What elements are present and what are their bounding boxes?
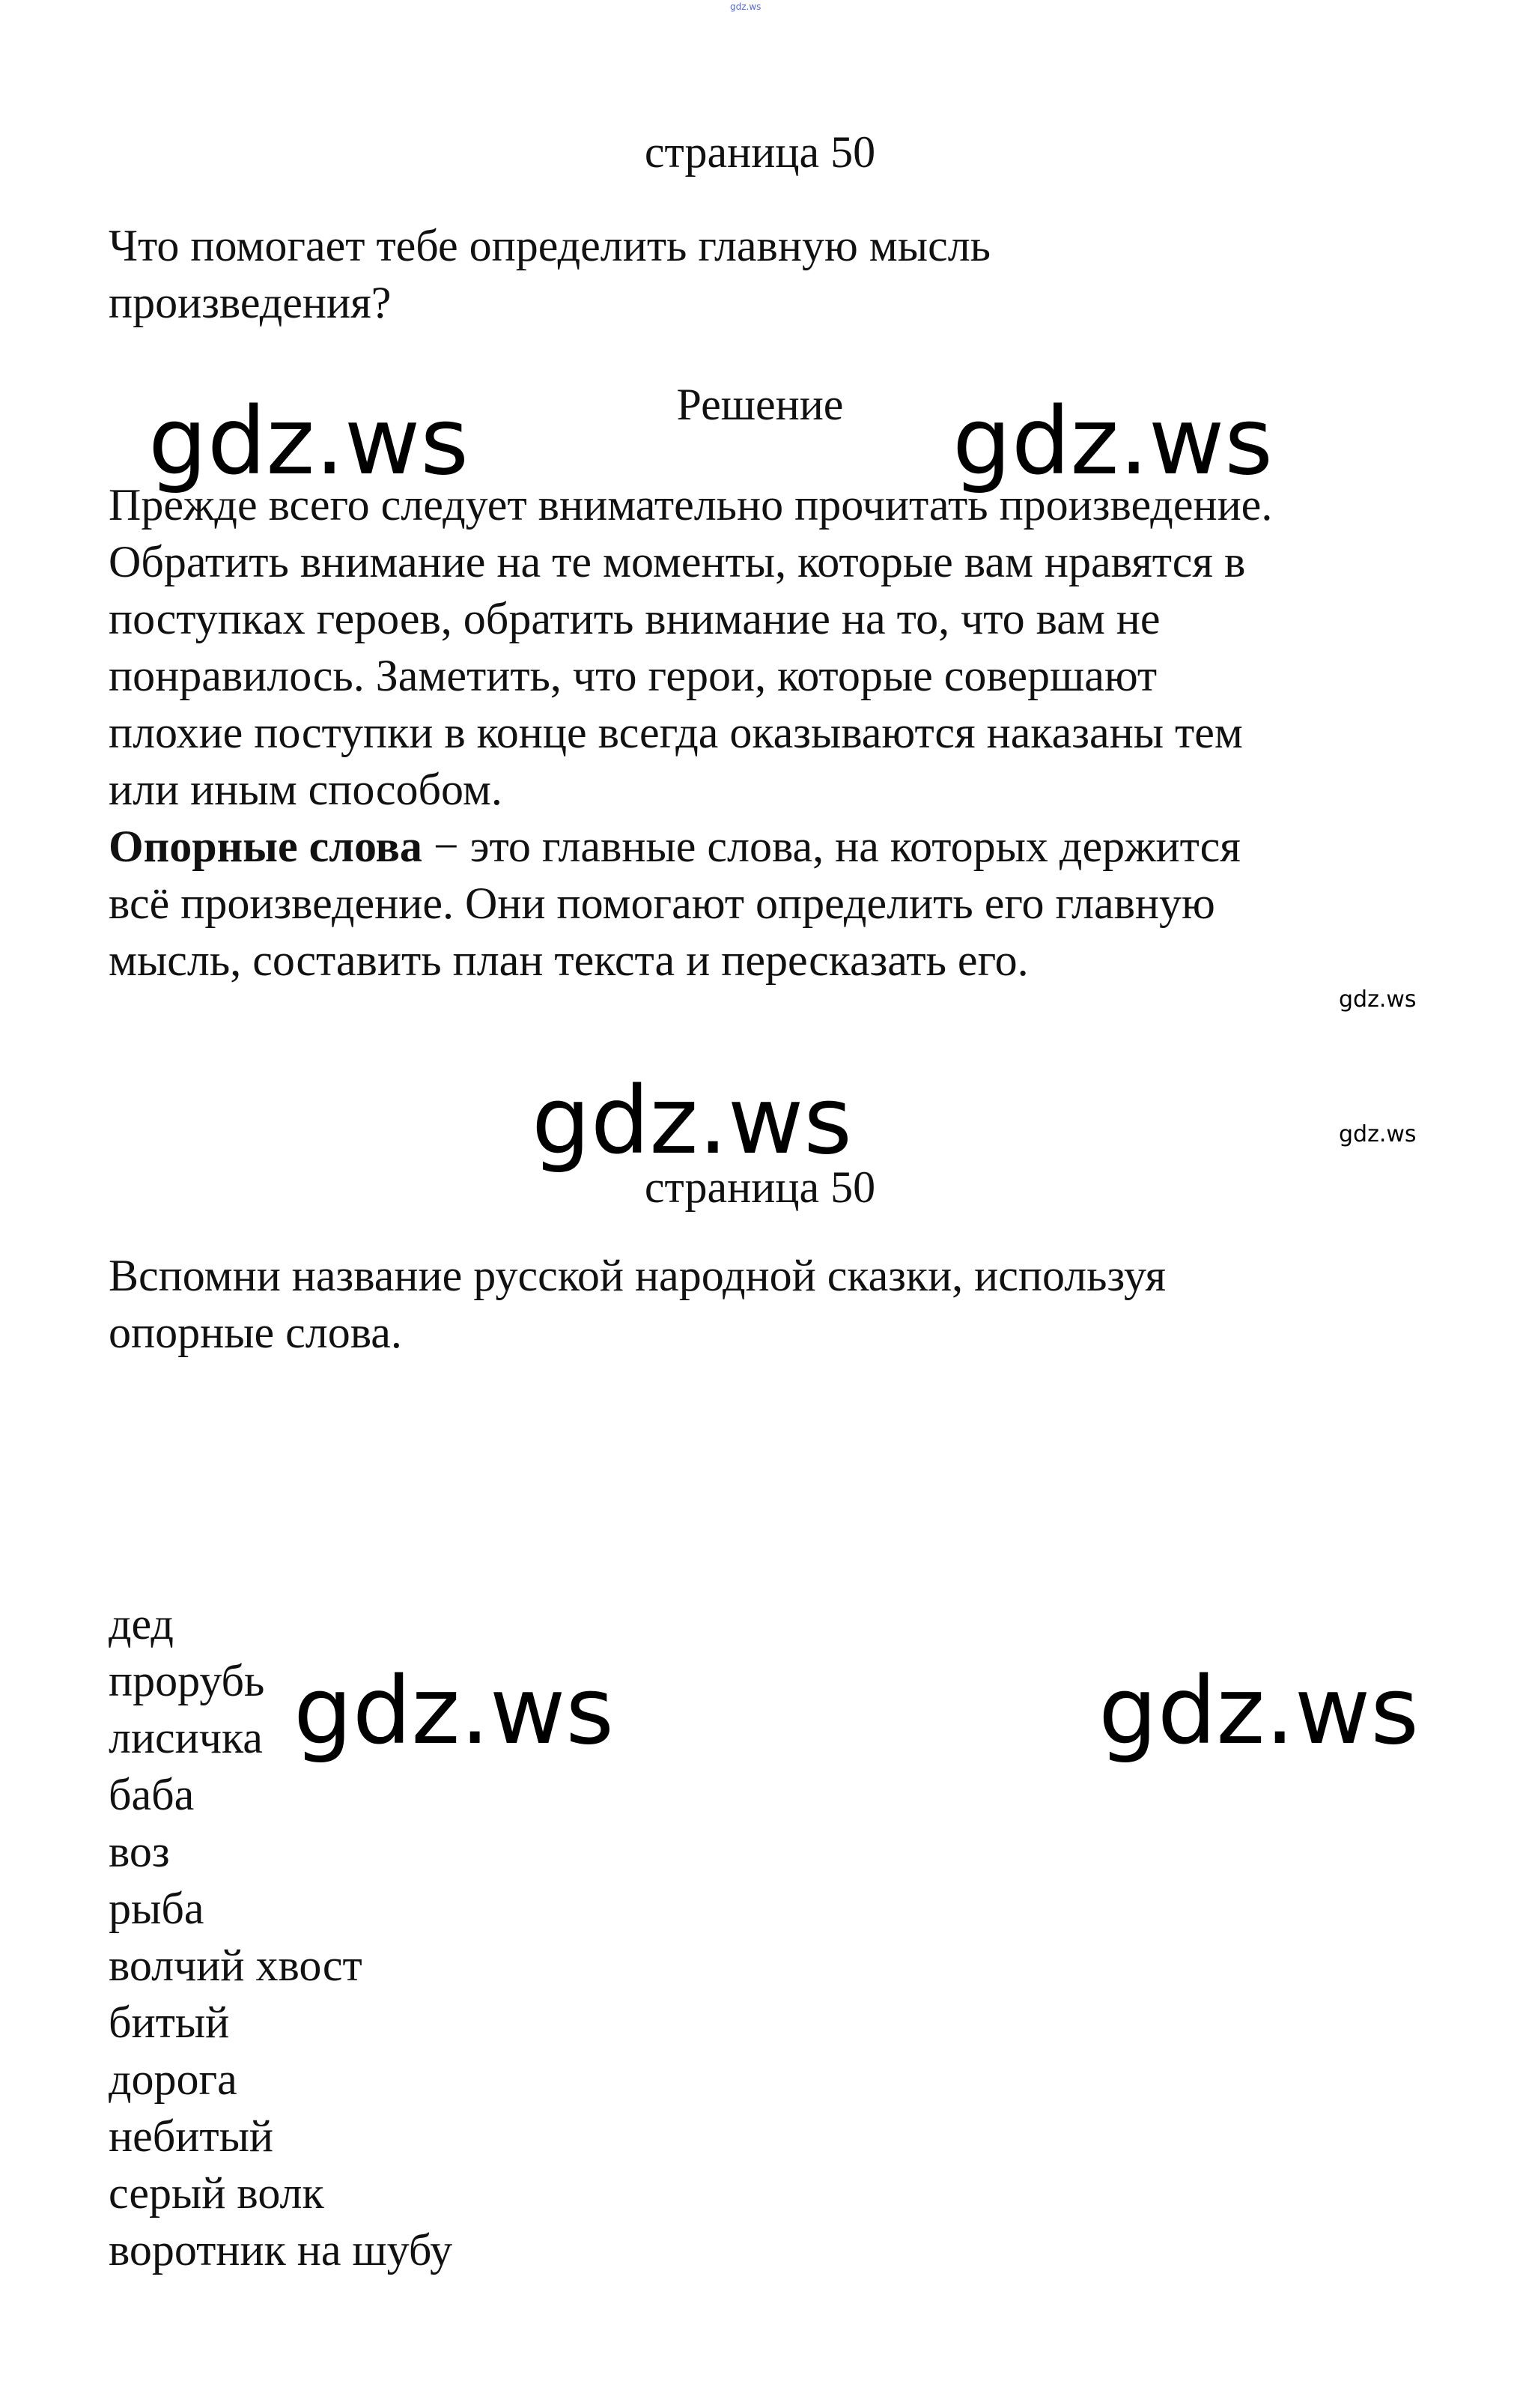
watermark: gdz.ws [532, 1067, 852, 1175]
definition-line: мысль, составить план текста и пересказать его. [109, 935, 1029, 985]
question-1-line: Что помогает тебе определить главную мысль [109, 221, 991, 270]
question-2 [109, 1247, 1166, 1361]
keyword: прорубь [109, 1656, 265, 1705]
keyword: волчий хвост [109, 1941, 362, 1990]
watermark: gdz.ws [148, 388, 469, 496]
watermark: gdz.ws [294, 1658, 614, 1765]
answer-line: Прежде всего следует внимательно прочитать произведение. [109, 480, 1273, 530]
question-2-line: опорные слова. [109, 1308, 402, 1357]
watermark: gdz.ws [1098, 1658, 1419, 1765]
watermark-small: gdz.ws [1339, 986, 1417, 1013]
answer-line: поступках героев, обратить внимание на то, что вам не [109, 594, 1161, 643]
definition-line [109, 818, 1272, 875]
keyword: серый волк [109, 2168, 324, 2218]
definition-line: всё произведение. Они помогают определить его главную [109, 879, 1215, 928]
keyword: битый [109, 1998, 230, 2047]
top-watermark: gdz.ws [730, 1, 761, 12]
watermark-small: gdz.ws [1339, 1121, 1417, 1147]
keyword: рыба [109, 1884, 204, 1933]
keyword: баба [109, 1770, 195, 1819]
question-1-line: произведения? [109, 278, 392, 327]
answer-line: плохие поступки в конце всегда оказываются наказаны тем [109, 708, 1243, 757]
keyword: воз [109, 1827, 170, 1876]
solution-label: Решение [676, 380, 844, 429]
keyword: небитый [109, 2111, 274, 2161]
answer-text [109, 476, 1272, 989]
keyword: дорога [109, 2054, 237, 2104]
keyword: воротник на шубу [109, 2225, 453, 2275]
definition-term: Опорные слова [109, 822, 422, 871]
keyword: дед [109, 1599, 174, 1649]
question-2-line: Вспомни название русской народной сказки, используя [109, 1251, 1167, 1300]
answer-line: понравилось. Заметить, что герои, которые совершают [109, 651, 1158, 700]
watermark: gdz.ws [952, 388, 1273, 496]
answer-line: или иным способом. [109, 765, 502, 814]
page-heading-1: страница 50 [644, 127, 876, 177]
question-1 [109, 217, 991, 331]
keyword: лисичка [109, 1713, 263, 1762]
page-heading-2: страница 50 [644, 1162, 876, 1212]
answer-line: Обратить внимание на те моменты, которые вам нравятся в [109, 537, 1246, 586]
definition-rest: − это главные слова, на которых держится [422, 822, 1241, 871]
